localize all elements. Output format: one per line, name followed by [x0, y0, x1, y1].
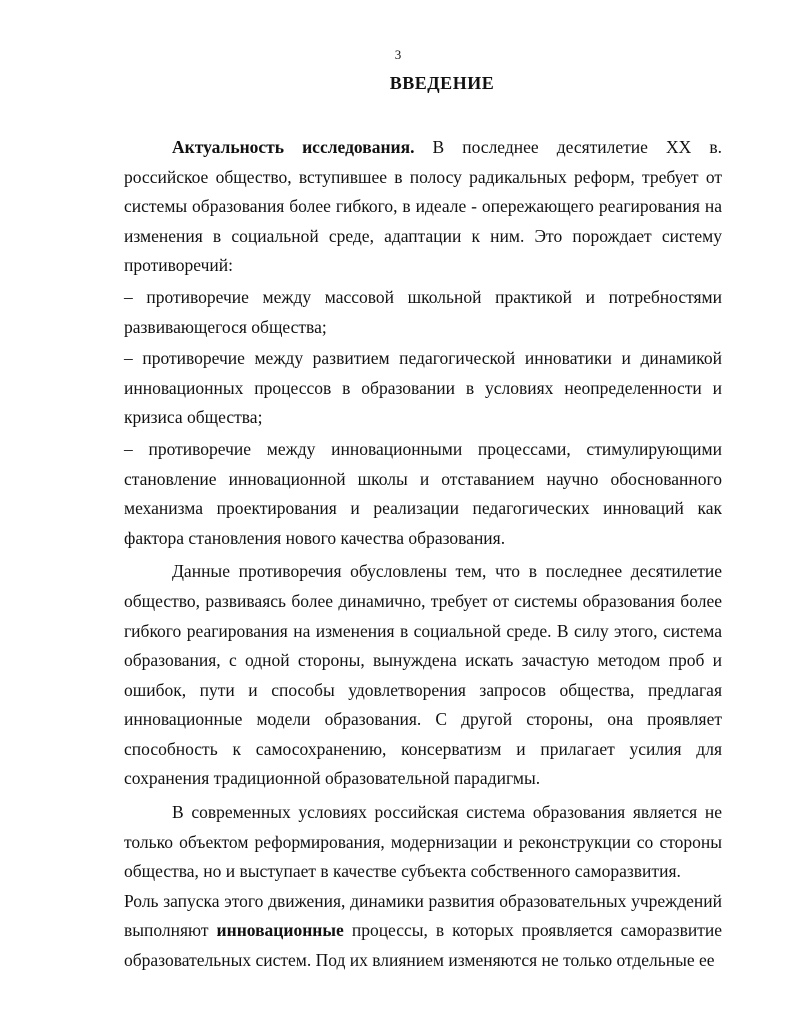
paragraph-innovation-role [124, 887, 722, 976]
document-body [124, 133, 722, 976]
paragraph-modern-conditions: В современных условиях российская система образования является не только объектом реформирования, модернизации и реконструкции со стороны общества, но и выступает в качестве субъекта собственного саморазвития. [124, 802, 722, 882]
contradiction-item-3: – противоречие между инновационными процессами, стимулирующими становление инновационной школы и отставанием научно обоснованного механизма проектирования и реализации педагогических инноваций как фактора становления нового качества образования. [124, 435, 722, 553]
page-number: 3 [394, 47, 402, 62]
paragraph-contradictions-cause: Данные противоречия обусловлены тем, что в последнее десятилетие общество, развиваясь более динамично, требует от системы образования более гибкого реагирования на изменения в социальной среде. В силу этого, система образования, с одной стороны, вынуждена искать зачастую методом проб и ошибок, пути и способы удовлетворения запросов общества, предлагая инновационные модели образования. С другой стороны, она проявляет способность к самосохранению, консерватизм и прилагает усилия для сохранения традиционной образовательной парадигмы. [124, 561, 722, 789]
contradiction-item-2: – противоречие между развитием педагогической инноватики и динамикой инновационных процессов в образовании в условиях неопределенности и кризиса общества; [124, 344, 722, 433]
intro-text: В последнее десятилетие XX в. российское общество, вступившее в полосу радикальных реформ, требует от системы образования более гибкого, в идеале - опережающего реагирования на изменения в социальной среде, адаптации к ним. Это порождает систему противоречий: [124, 137, 722, 276]
innovation-role-text-start: Роль запуска этого движения, динамики развития образовательных учреждений выполняют [124, 890, 722, 941]
innovation-role-text-end: процессы, в которых проявляется саморазвитие образовательных систем. Под их влиянием изменяются не только отдельные ее [124, 920, 722, 971]
intro-paragraph [124, 133, 722, 281]
relevance-heading: Актуальность исследования. [172, 137, 415, 157]
innovation-emphasis: инновационные [216, 920, 344, 941]
contradiction-item-1: – противоречие между массовой школьной практикой и потребностями развивающегося общества; [124, 283, 722, 342]
page-title: ВВЕДЕНИЕ [389, 73, 495, 93]
